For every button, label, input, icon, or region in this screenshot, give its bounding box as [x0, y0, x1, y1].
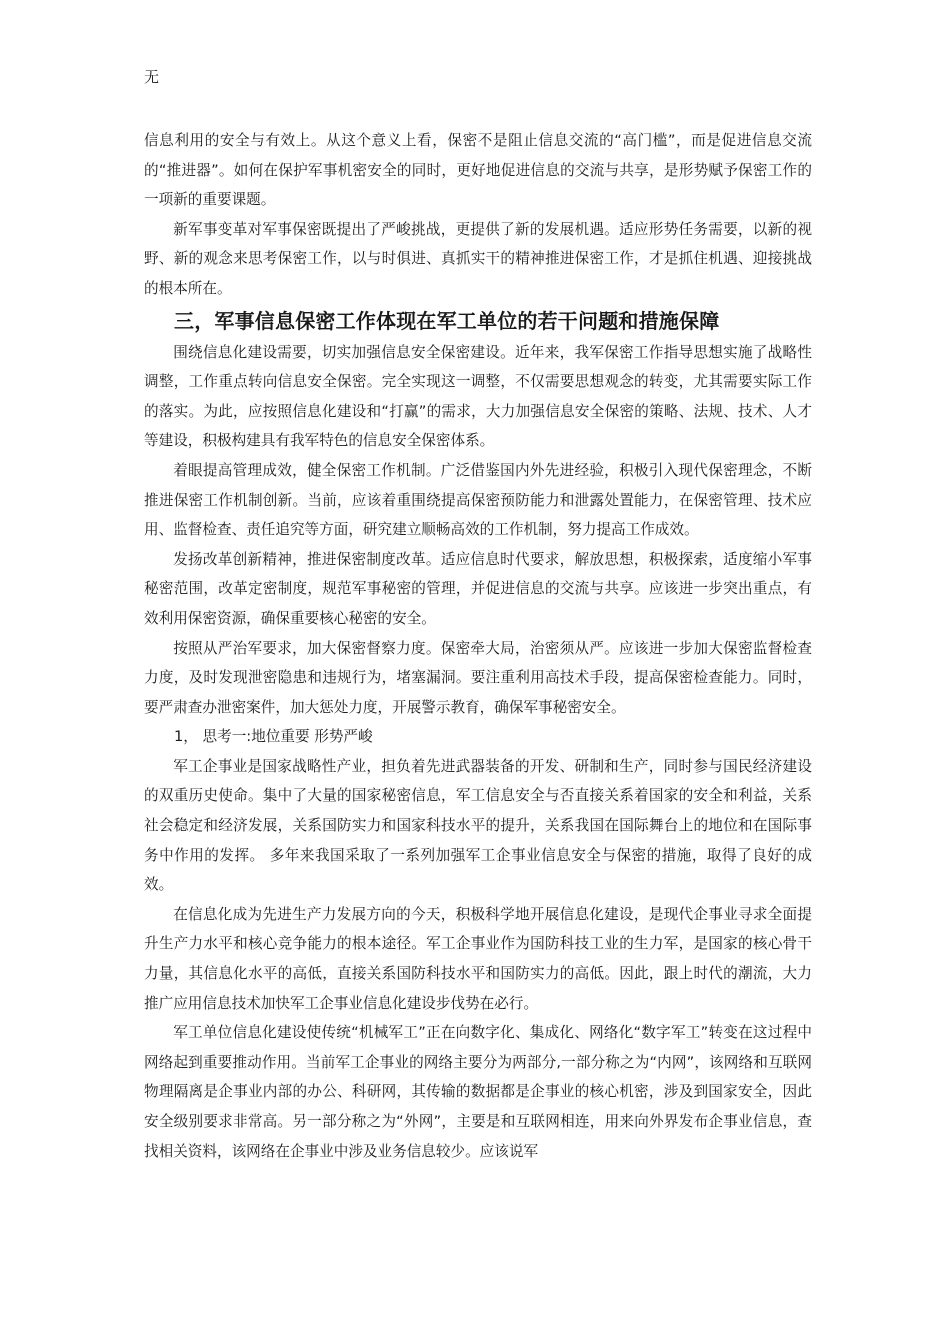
paragraph-continuation: 信息利用的安全与有效上。从这个意义上看，保密不是阻止信息交流的“高门槛”，而是促进信息交流的“推进器”。如何在保护军事机密安全的同时，更好地促进信息的交流与共享，是形势赋予保密工作的一项新的重要课题。 [144, 132, 812, 209]
paragraph: 着眼提高管理成效，健全保密工作机制。广泛借鉴国内外先进经验，积极引入现代保密理念，不断推进保密工作机制创新。当前，应该着重围绕提高保密预防能力和泄露处置能力，在保密管理、技术应用、监督检查、责任追究等方面，研究建立顺畅高效的工作机制，努力提高工作成效。 [144, 461, 812, 539]
document-body [144, 126, 812, 1166]
paragraph: 军工企事业是国家战略性产业，担负着先进武器装备的开发、研制和生产，同时参与国民经济建设的双重历史使命。集中了大量的国家秘密信息，军工信息安全与否直接关系着国家的安全和利益，关系社会稳定和经济发展，关系国防实力和国家科技水平的提升，关系我国在国际舞台上的地位和在国际事务中作用的发挥。 多年来我国采取了一系列加强军工企事业信息安全与保密的措施，取得了良好的成效。 [144, 757, 812, 894]
subheading: 1， 思考一:地位重要 形势严峻 [174, 728, 373, 746]
header-mark: 无 [144, 68, 160, 86]
paragraph: 围绕信息化建设需要，切实加强信息安全保密建设。近年来，我军保密工作指导思想实施了战略性调整，工作重点转向信息安全保密。完全实现这一调整，不仅需要思想观念的转变，尤其需要实际工作的落实。为此，应按照信息化建设和“打赢”的需求，大力加强信息安全保密的策略、法规、技术、人才等建设，积极构建具有我军特色的信息安全保密体系。 [144, 343, 812, 450]
paragraph: 新军事变革对军事保密既提出了严峻挑战，更提供了新的发展机遇。适应形势任务需要，以新的视野、新的观念来思考保密工作，以与时俱进、真抓实干的精神推进保密工作，才是抓住机遇、迎接挑战的根本所在。 [144, 220, 812, 297]
paragraph: 军工单位信息化建设使传统“机械军工”正在向数字化、集成化、网络化“数字军工”转变在这过程中网络起到重要推动作用。当前军工企事业的网络主要分为两部分,一部分称之为“内网”，该网络和互联网物理隔离是企事业内部的办公、科研网，其传输的数据都是企事业的核心机密，涉及到国家安全，因此安全级别要求非常高。另一部分称之为“外网”，主要是和互联网相连，用来向外界发布企事业信息，查找相关资料，该网络在企事业中涉及业务信息较少。应该说军 [144, 1024, 812, 1160]
paragraph: 按照从严治军要求，加大保密督察力度。保密牵大局，治密须从严。应该进一步加大保密监督检查力度，及时发现泄密隐患和违规行为，堵塞漏洞。要注重利用高技术手段，提高保密检查能力。同时，要严肃查办泄密案件，加大惩处力度，开展警示教育，确保军事秘密安全。 [144, 639, 812, 716]
paragraph: 在信息化成为先进生产力发展方向的今天，积极科学地开展信息化建设，是现代企事业寻求全面提升生产力水平和核心竞争能力的根本途径。军工企事业作为国防科技工业的生力军，是国家的核心骨干力量，其信息化水平的高低，直接关系国防科技水平和国防实力的高低。因此，跟上时代的潮流，大力推广应用信息技术加快军工企事业信息化建设步伐势在必行。 [144, 905, 812, 1012]
section-heading: 三，军事信息保密工作体现在军工单位的若干问题和措施保障 [174, 308, 720, 333]
paragraph: 发扬改革创新精神，推进保密制度改革。适应信息时代要求，解放思想，积极探索，适度缩小军事秘密范围，改革定密制度，规范军事秘密的管理，并促进信息的交流与共享。应该进一步突出重点，有效利用保密资源，确保重要核心秘密的安全。 [144, 550, 812, 627]
